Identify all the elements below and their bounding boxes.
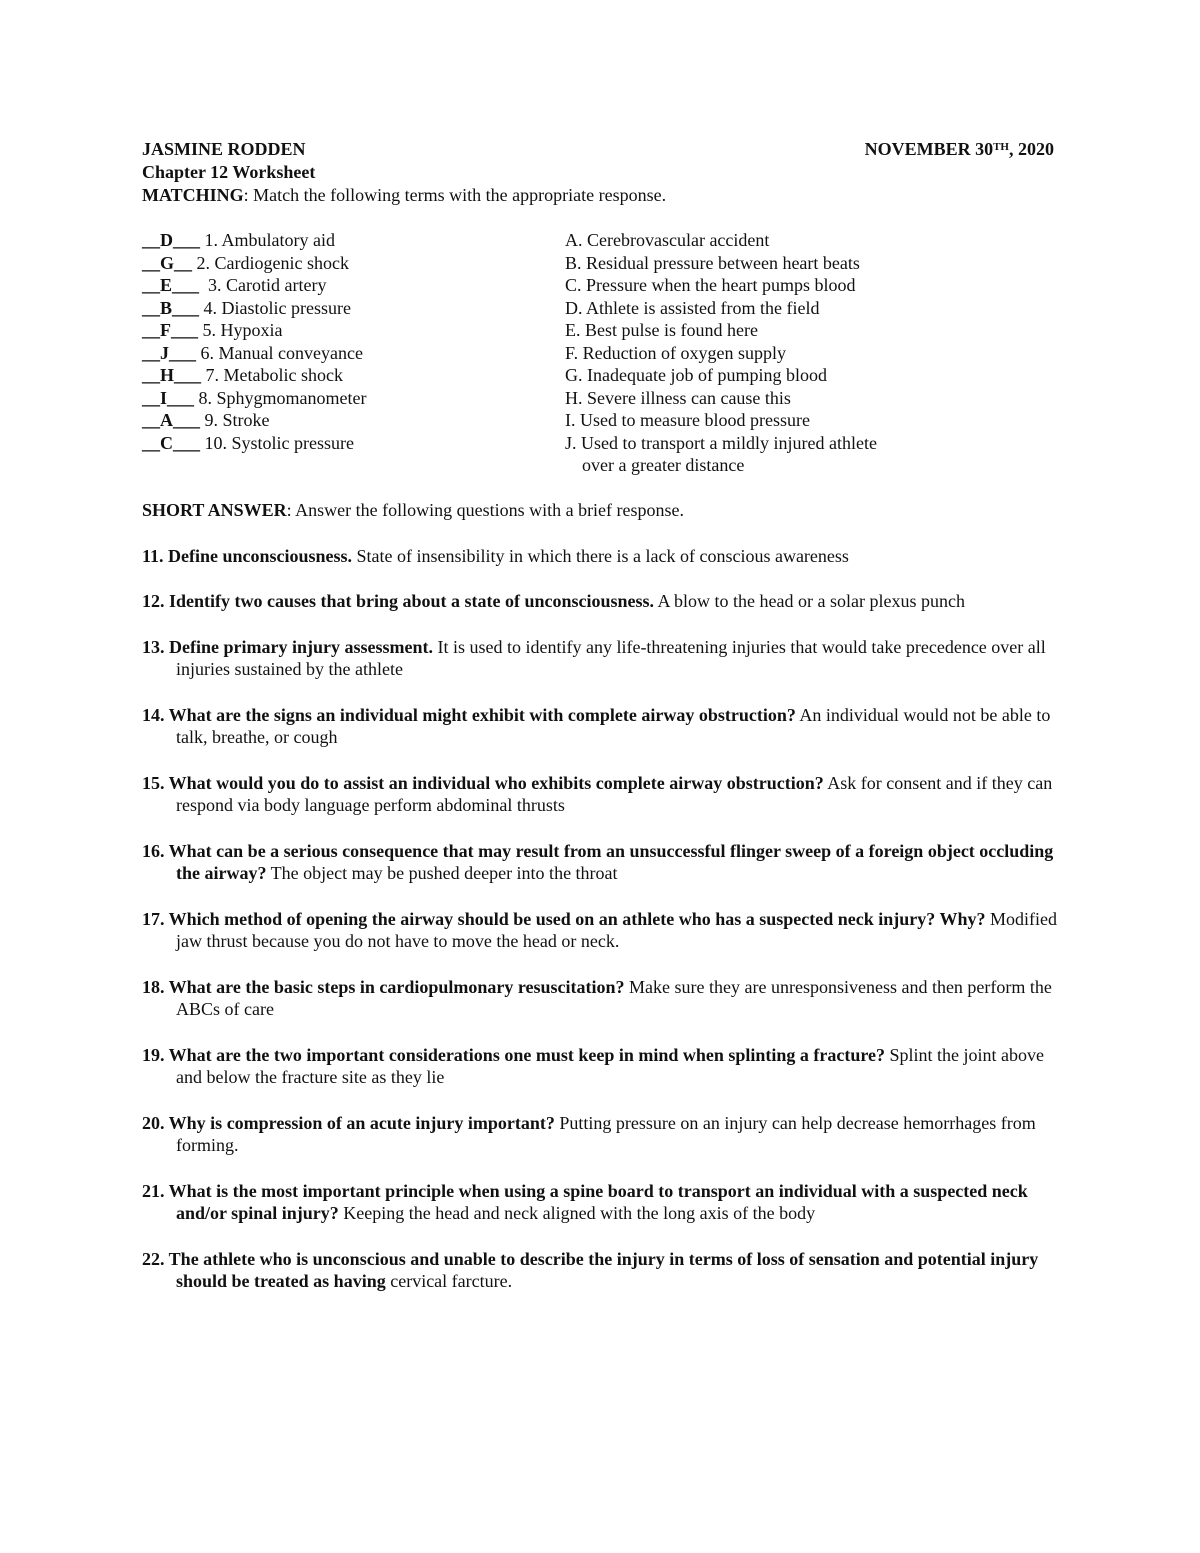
matching-option: C. Pressure when the heart pumps blood (565, 275, 856, 295)
short-answer-instructions (142, 499, 1062, 522)
matching-term (142, 387, 565, 410)
answer-blank: __C___ (142, 432, 200, 453)
answer-text: cervical farcture. (385, 1271, 513, 1291)
matching-term (142, 432, 565, 455)
matching-option-continuation: over a greater distance (582, 455, 745, 475)
question-text: Why is compression of an acute injury important? (164, 1112, 555, 1133)
term-text: 5. Hypoxia (198, 320, 283, 340)
matching-option: A. Cerebrovascular accident (565, 230, 770, 250)
term-text: 6. Manual conveyance (196, 342, 363, 363)
question-number: 14. (142, 704, 165, 725)
question-number: 13. (142, 636, 165, 657)
matching-option: H. Severe illness can cause this (565, 387, 791, 408)
answer-text: State of insensibility in which there is a lack of conscious awareness (352, 545, 849, 566)
date-prefix: NOVEMBER 30 (864, 139, 994, 159)
matching-term (142, 229, 565, 252)
answer-text: Make sure they are unresponsiveness and then perform the ABCs of care (176, 976, 1052, 1019)
answer-blank: __B___ (142, 297, 200, 318)
matching-term (142, 409, 565, 432)
date-suffix: , 2020 (1009, 139, 1054, 159)
question-text: What can be a serious consequence that may result from an unsuccessful flinger sweep of a foreign object occluding the airway? (164, 840, 1054, 883)
question-item (142, 704, 1062, 749)
question-item (142, 840, 1062, 885)
worksheet-title: Chapter 12 Worksheet (142, 162, 316, 182)
matching-section (142, 229, 1062, 477)
matching-option: G. Inadequate job of pumping blood (565, 365, 827, 385)
answer-text: The object may be pushed deeper into the throat (266, 863, 618, 883)
term-text: 1. Ambulatory aid (200, 230, 335, 250)
answer-text: Keeping the head and neck aligned with the long axis of the body (338, 1203, 816, 1223)
question-number: 17. (142, 908, 165, 929)
term-text: 2. Cardiogenic shock (192, 252, 349, 273)
answer-blank: __E___ (142, 275, 200, 295)
answer-text: Splint the joint above and below the fracture site as they lie (176, 1044, 1045, 1087)
date (865, 138, 1054, 161)
answer-blank: __I___ (142, 387, 195, 408)
question-item (142, 590, 1062, 613)
answer-text: An individual would not be able to talk, breathe, or cough (176, 704, 1051, 747)
term-text: 8. Sphygmomanometer (194, 387, 367, 408)
answer-text: It is used to identify any life-threatening injuries that would take precedence over all injuries sustained by the athlete (176, 636, 1046, 679)
answer-text: Putting pressure on an injury can help decrease hemorrhages from forming. (176, 1112, 1036, 1155)
question-item (142, 1248, 1062, 1293)
question-text: The athlete who is unconscious and unable to describe the injury in terms of loss of sensation and potential injury should be treated as having (164, 1248, 1039, 1291)
question-number: 20. (142, 1112, 165, 1133)
question-text: Identify two causes that bring about a state of unconsciousness. (164, 591, 655, 611)
question-item (142, 1112, 1062, 1157)
term-text: 3. Carotid artery (199, 275, 327, 295)
matching-label: MATCHING (142, 185, 244, 205)
matching-option: J. Used to transport a mildly injured athlete (565, 432, 877, 453)
date-superscript: TH (993, 141, 1009, 153)
question-item (142, 976, 1062, 1021)
matching-term (142, 364, 565, 387)
matching-term (142, 274, 565, 297)
matching-terms (142, 229, 565, 477)
question-item (142, 636, 1062, 681)
question-text: Which method of opening the airway should be used on an athlete who has a suspected neck injury? Why? (164, 908, 986, 929)
matching-options (565, 229, 1062, 477)
question-number: 22. (142, 1248, 165, 1269)
question-text: Define primary injury assessment. (164, 636, 433, 657)
question-text: What are the two important considerations one must keep in mind when splinting a fracture? (164, 1044, 886, 1065)
matching-instruction-text: : Match the following terms with the appropriate response. (243, 185, 667, 205)
answer-blank: __D___ (142, 230, 200, 250)
question-number: 18. (142, 976, 165, 997)
answer-text: A blow to the head or a solar plexus punch (654, 591, 965, 611)
question-item (142, 772, 1062, 817)
answer-blank: __H___ (142, 365, 202, 385)
term-text: 10. Systolic pressure (200, 432, 354, 453)
short-answer-instruction-text: : Answer the following questions with a brief response. (286, 499, 685, 520)
answer-blank: __F___ (142, 320, 198, 340)
question-item (142, 545, 1062, 568)
worksheet-page (142, 138, 1062, 1293)
matching-term (142, 252, 565, 275)
matching-term (142, 342, 565, 365)
answer-text: Modified jaw thrust because you do not have to move the head or neck. (176, 908, 1057, 951)
term-text: 4. Diastolic pressure (199, 297, 351, 318)
question-text: What are the signs an individual might exhibit with complete airway obstruction? (164, 704, 796, 725)
header (142, 138, 1062, 161)
student-name: JASMINE RODDEN (142, 139, 306, 159)
question-text: What are the basic steps in cardiopulmonary resuscitation? (164, 976, 625, 997)
question-number: 11. (142, 545, 164, 566)
question-number: 12. (142, 591, 165, 611)
matching-option: F. Reduction of oxygen supply (565, 342, 787, 363)
question-item (142, 1044, 1062, 1089)
question-item (142, 1180, 1062, 1225)
short-answer-label: SHORT ANSWER (142, 499, 287, 520)
question-item (142, 908, 1062, 953)
short-answer-list (142, 545, 1062, 1293)
matching-instructions (142, 184, 1062, 207)
term-text: 7. Metabolic shock (201, 365, 343, 385)
answer-blank: __J___ (142, 342, 196, 363)
question-text: What would you do to assist an individual who exhibits complete airway obstruction? (164, 772, 824, 793)
answer-text: Ask for consent and if they can respond via body language perform abdominal thrusts (176, 772, 1053, 815)
question-number: 15. (142, 772, 165, 793)
question-number: 16. (142, 840, 165, 861)
matching-term (142, 319, 565, 342)
question-number: 19. (142, 1044, 165, 1065)
matching-term (142, 297, 565, 320)
question-text: What is the most important principle when using a spine board to transport an individual with a suspected neck and/or spinal injury? (164, 1180, 1028, 1223)
matching-option: E. Best pulse is found here (565, 320, 758, 340)
term-text: 9. Stroke (200, 410, 270, 430)
matching-option: I. Used to measure blood pressure (565, 410, 810, 430)
question-number: 21. (142, 1180, 165, 1201)
answer-blank: __A___ (142, 410, 200, 430)
matching-option: D. Athlete is assisted from the field (565, 297, 820, 318)
answer-blank: __G__ (142, 252, 193, 273)
question-text: Define unconsciousness. (163, 545, 353, 566)
matching-option: B. Residual pressure between heart beats (565, 252, 860, 273)
